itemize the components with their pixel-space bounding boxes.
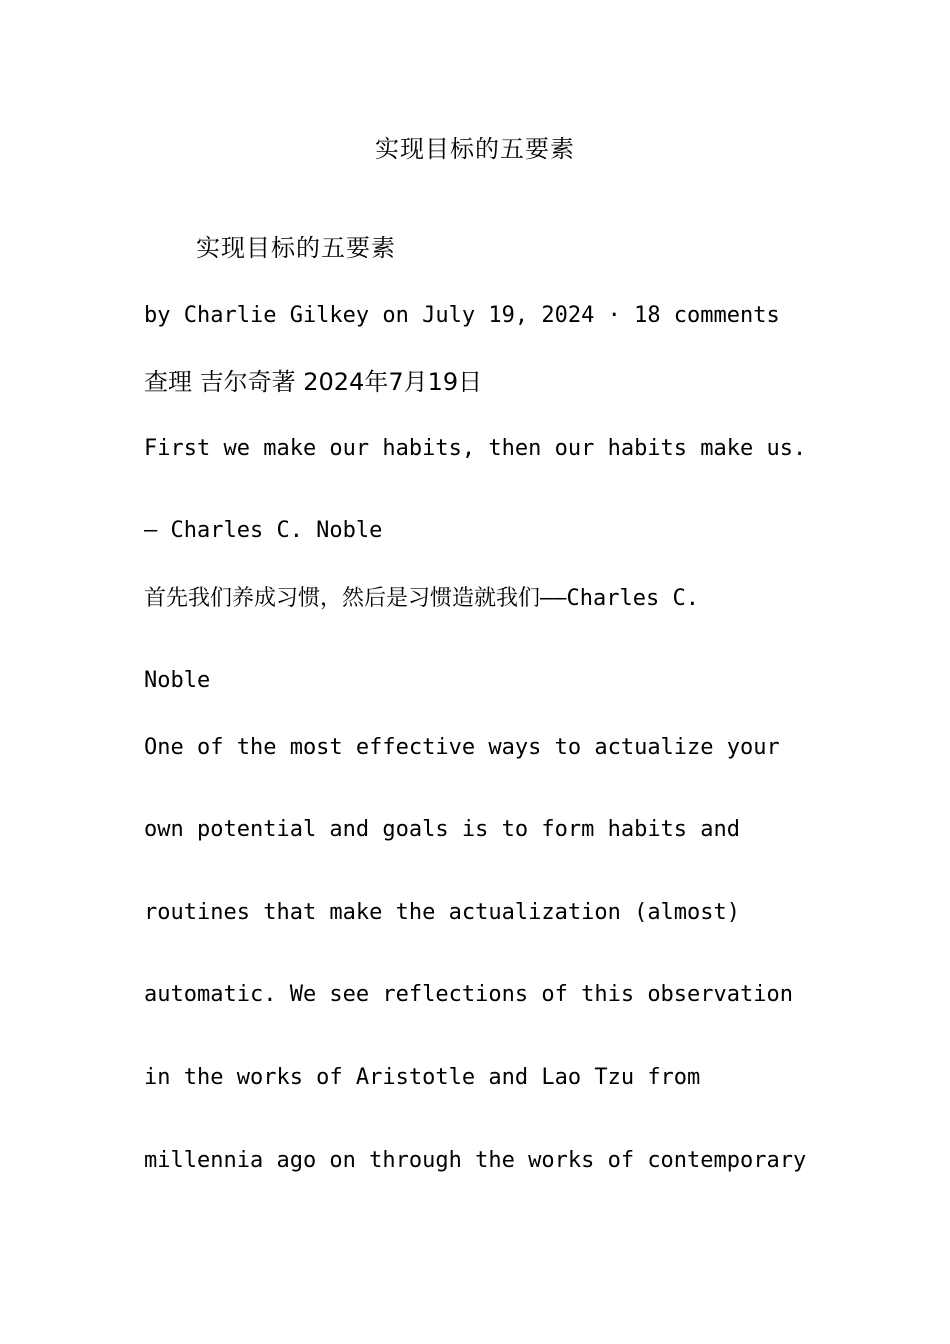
body-text-line: millennia ago on through the works of contemporary: [144, 1148, 807, 1173]
article-heading: 实现目标的五要素: [196, 234, 396, 262]
body-text-line: automatic. We see reflections of this observation: [144, 982, 794, 1007]
quote-english: First we make our habits, then our habits make us.: [144, 436, 807, 461]
body-text-line: in the works of Aristotle and Lao Tzu from: [144, 1065, 701, 1090]
body-text-line: own potential and goals is to form habits and: [144, 817, 741, 842]
byline-chinese: 查理 吉尔奇著 2024年7月19日: [144, 368, 483, 396]
body-text-line: routines that make the actualization (almost): [144, 900, 741, 925]
quote-chinese-line-continued: Noble: [144, 668, 211, 693]
quote-attribution: – Charles C. Noble: [144, 518, 383, 543]
document-title: 实现目标的五要素: [375, 135, 575, 163]
body-text-line: One of the most effective ways to actualize your: [144, 735, 780, 760]
byline-english: by Charlie Gilkey on July 19, 2024 · 18 comments: [144, 303, 780, 328]
quote-chinese-line: 首先我们养成习惯，然后是习惯造就我们——Charles C.: [144, 586, 699, 611]
